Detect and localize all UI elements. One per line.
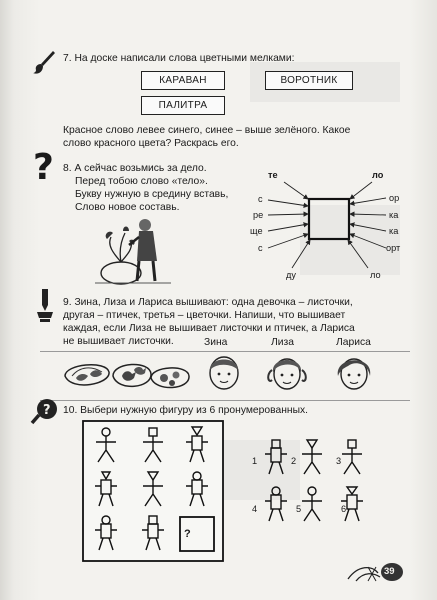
task8-line1: 8. А сейчас возьмись за дело. xyxy=(63,163,207,174)
word-diagram xyxy=(248,168,408,286)
option-1[interactable]: 1 xyxy=(252,456,258,466)
word-palitra[interactable]: ПАЛИТРА xyxy=(141,96,225,115)
fragment-du: ду xyxy=(286,270,296,280)
divider xyxy=(40,400,410,401)
brush-icon xyxy=(32,49,56,75)
option-6[interactable]: 6 xyxy=(341,504,347,514)
girl-face-liza xyxy=(266,350,308,392)
fragment-s1: с xyxy=(258,194,263,204)
question-icon: ? xyxy=(33,147,54,188)
turnip-illustration-icon xyxy=(93,215,173,285)
task7-question-line2: слово красного цвета? Раскрась его. xyxy=(63,138,239,149)
task7-question-line1: Красное слово левее синего, синее – выше зелёного. Какое xyxy=(63,125,351,136)
task8-line4: Слово новое составь. xyxy=(75,202,180,213)
girl-face-larisa xyxy=(332,350,376,392)
fragment-re: ре xyxy=(253,210,264,220)
center-square[interactable] xyxy=(309,199,349,239)
task9-line4: не вышивает листочки. xyxy=(63,336,174,347)
option-5[interactable]: 5 xyxy=(296,504,302,514)
page-corner-ornament xyxy=(346,561,404,583)
task10-text: 10. Выбери нужную фигуру из 6 пронумерованных. xyxy=(63,405,308,416)
svg-text:?: ? xyxy=(43,403,51,418)
fragment-te: те xyxy=(268,170,278,180)
fragment-ort: орт xyxy=(386,243,401,253)
girl-face-zina xyxy=(205,350,243,392)
magnifier-question-icon xyxy=(30,398,60,426)
task7-text: 7. На доске написали слова цветными мелками: xyxy=(63,53,295,64)
name-zina: Зина xyxy=(204,337,228,348)
option-2[interactable]: 2 xyxy=(291,456,297,466)
pencil-stand-icon xyxy=(35,288,55,324)
option-3[interactable]: 3 xyxy=(336,456,342,466)
fragment-ka1: ка xyxy=(389,210,399,220)
fragment-lo-bottom: ло xyxy=(370,270,381,280)
page-number: 39 xyxy=(384,566,395,577)
fragment-or: ор xyxy=(389,193,400,203)
name-liza: Лиза xyxy=(271,337,294,348)
task8-line2: Перед тобою слово «тело». xyxy=(75,176,208,187)
task9-line3: каждая, если Лиза не вышивает листочки и птичек, а Лариса xyxy=(63,323,355,334)
word-karavan[interactable]: КАРАВАН xyxy=(141,71,225,90)
option-figures xyxy=(262,432,372,536)
grid-question-mark: ? xyxy=(184,528,191,540)
word-vorotnik[interactable]: ВОРОТНИК xyxy=(265,71,353,90)
task8-line3: Букву нужную в средину вставь, xyxy=(75,189,229,200)
embroidery-leaves-icon xyxy=(62,358,112,394)
figure-grid xyxy=(82,420,224,562)
name-larisa: Лариса xyxy=(336,337,371,348)
fragment-s2: с xyxy=(258,243,263,253)
fragment-ka2: ка xyxy=(389,226,399,236)
option-4[interactable]: 4 xyxy=(252,504,258,514)
task9-line1: 9. Зина, Лиза и Лариса вышивают: одна девочка – листочки, xyxy=(63,297,353,308)
task9-line2: другая – птичек, третья – цветочки. Напиши, что вышивает xyxy=(63,310,346,321)
fragment-sche: ще xyxy=(250,226,263,236)
embroidery-flowers-icon xyxy=(148,362,192,394)
fragment-lo-top: ло xyxy=(372,170,384,180)
